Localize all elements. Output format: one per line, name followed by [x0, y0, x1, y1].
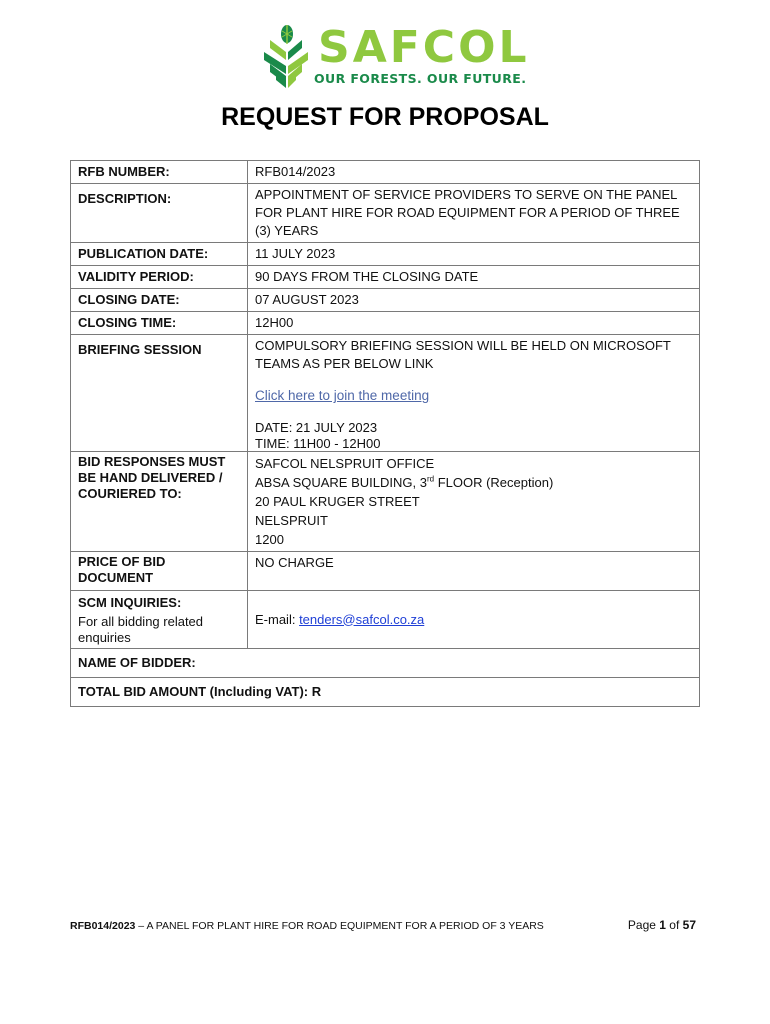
rfb-number-label: RFB NUMBER: — [71, 161, 248, 184]
validity-period-value: 90 DAYS FROM THE CLOSING DATE — [248, 266, 700, 289]
rfb-number-value: RFB014/2023 — [248, 161, 700, 184]
total-bid-amount-field: TOTAL BID AMOUNT (Including VAT): R — [71, 678, 700, 707]
table-row — [71, 649, 700, 678]
scm-heading: SCM INQUIRIES: — [78, 595, 182, 610]
logo-tagline: OUR FORESTS. OUR FUTURE. — [314, 71, 527, 86]
page-title: REQUEST FOR PROPOSAL — [221, 103, 549, 131]
table-row — [71, 552, 700, 591]
footer-reference: RFB014/2023 – A PANEL FOR PLANT HIRE FOR ROAD EQUIPMENT FOR A PERIOD OF 3 YEARS — [70, 920, 544, 932]
closing-time-value: 12H00 — [248, 312, 700, 335]
briefing-text: COMPULSORY BRIEFING SESSION WILL BE HELD ON MICROSOFT TEAMS AS PER BELOW LINK — [255, 338, 671, 371]
table-row — [71, 243, 700, 266]
validity-period-label: VALIDITY PERIOD: — [71, 266, 248, 289]
address-line-city: NELSPRUIT — [255, 513, 328, 528]
scm-email — [248, 591, 700, 649]
table-row — [71, 266, 700, 289]
table-row — [71, 452, 700, 552]
email-label: E-mail: — [255, 611, 300, 627]
table-row — [71, 312, 700, 335]
briefing-session-label: BRIEFING SESSION — [71, 335, 248, 452]
price-label: PRICE OF BID DOCUMENT — [71, 552, 248, 591]
briefing-date: DATE: 21 JULY 2023 — [255, 420, 378, 435]
rfp-details-table — [70, 160, 700, 707]
table-row — [71, 161, 700, 184]
table-row — [71, 289, 700, 312]
scm-inquiries-label — [71, 591, 248, 649]
email-link[interactable]: tenders@safcol.co.za — [299, 611, 425, 627]
bidder-name-field: NAME OF BIDDER: — [71, 649, 700, 678]
briefing-session-value — [248, 335, 700, 452]
table-row — [71, 335, 700, 452]
leaf-icon — [256, 22, 318, 90]
price-value: NO CHARGE — [248, 552, 700, 591]
logo-wordmark: SAFCOL — [318, 22, 530, 73]
description-label: DESCRIPTION: — [71, 184, 248, 243]
join-meeting-link[interactable]: Click here to join the meeting — [255, 388, 430, 403]
publication-date-label: PUBLICATION DATE: — [71, 243, 248, 266]
table-row — [71, 678, 700, 707]
closing-date-label: CLOSING DATE: — [71, 289, 248, 312]
delivery-label: BID RESPONSES MUST BE HAND DELIVERED / COURIERED TO: — [71, 452, 248, 552]
address-line-building: ABSA SQUARE BUILDING, 3rd FLOOR (Reception) — [255, 474, 554, 490]
description-value: APPOINTMENT OF SERVICE PROVIDERS TO SERVE ON THE PANEL FOR PLANT HIRE FOR ROAD EQUIPMENT FOR A PERIOD OF THREE (3) YEARS — [248, 184, 700, 243]
delivery-address — [248, 452, 700, 552]
table-row — [71, 591, 700, 649]
address-line-street: 20 PAUL KRUGER STREET — [255, 494, 420, 509]
address-line-postcode: 1200 — [255, 532, 284, 547]
safcol-logo — [256, 22, 530, 90]
address-line-office: SAFCOL NELSPRUIT OFFICE — [255, 456, 435, 471]
table-row — [71, 184, 700, 243]
briefing-time: TIME: 11H00 - 12H00 — [255, 436, 381, 451]
publication-date-value: 11 JULY 2023 — [248, 243, 700, 266]
scm-subheading: For all bidding related enquiries — [78, 614, 204, 645]
closing-date-value: 07 AUGUST 2023 — [248, 289, 700, 312]
closing-time-label: CLOSING TIME: — [71, 312, 248, 335]
page-number: Page 1 of 57 — [627, 918, 696, 932]
